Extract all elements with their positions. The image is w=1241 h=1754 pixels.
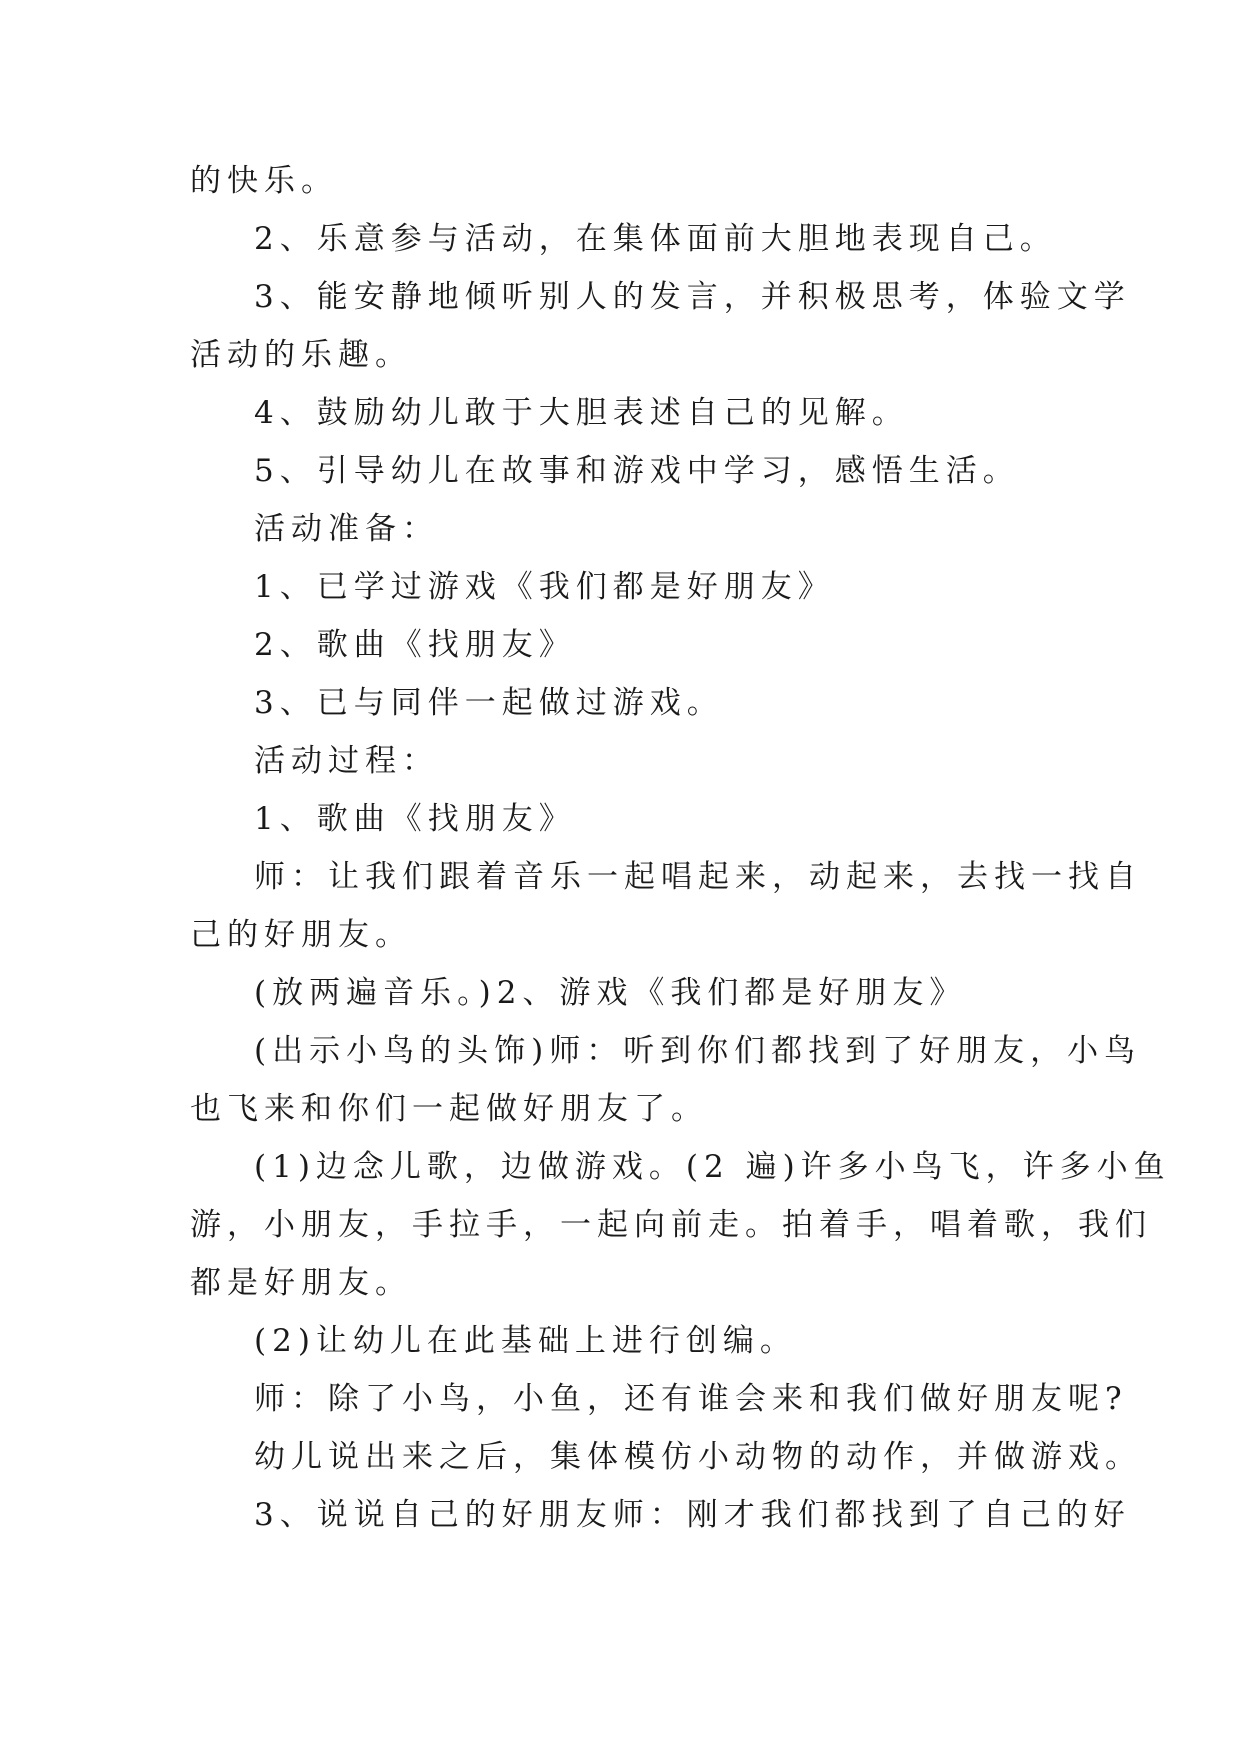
text-line: (出示小鸟的头饰)师：听到你们都找到了好朋友，小鸟 [254,1033,1142,1069]
text-line: 3、说说自己的好朋友师：刚才我们都找到了自己的好 [254,1497,1131,1533]
text-line: 3、已与同伴一起做过游戏。 [254,685,724,721]
text-line: (2)让幼儿在此基础上进行创编。 [254,1323,797,1359]
text-line: 3、能安静地倾听别人的发言，并积极思考，体验文学 [254,279,1131,315]
text-line: 的快乐。 [190,163,338,199]
text-line: 游，小朋友，手拉手，一起向前走。拍着手，唱着歌，我们 [190,1207,1152,1243]
section-heading: 活动准备： [254,511,439,547]
text-line: 师：除了小鸟，小鱼，还有谁会来和我们做好朋友呢? [254,1381,1128,1417]
text-line: 己的好朋友。 [190,917,412,953]
text-line: 师：让我们跟着音乐一起唱起来，动起来，去找一找自 [254,859,1142,895]
section-heading: 活动过程： [254,743,439,779]
text-line: 5、引导幼儿在故事和游戏中学习，感悟生活。 [254,453,1020,489]
text-line: 都是好朋友。 [190,1265,412,1301]
text-line: 4、鼓励幼儿敢于大胆表述自己的见解。 [254,395,909,431]
text-line: 1、歌曲《找朋友》 [254,801,576,837]
text-line: 幼儿说出来之后，集体模仿小动物的动作，并做游戏。 [254,1439,1142,1475]
text-line: (1)边念儿歌，边做游戏。(2 遍)许多小鸟飞，许多小鱼 [254,1149,1171,1185]
document-body [190,152,1171,1544]
text-line: 1、已学过游戏《我们都是好朋友》 [254,569,835,605]
text-line: 2、乐意参与活动，在集体面前大胆地表现自己。 [254,221,1057,257]
text-line: 活动的乐趣。 [190,337,412,373]
text-line: 也飞来和你们一起做好朋友了。 [190,1091,708,1127]
text-line: (放两遍音乐。)2、游戏《我们都是好朋友》 [254,975,967,1011]
text-line: 2、歌曲《找朋友》 [254,627,576,663]
